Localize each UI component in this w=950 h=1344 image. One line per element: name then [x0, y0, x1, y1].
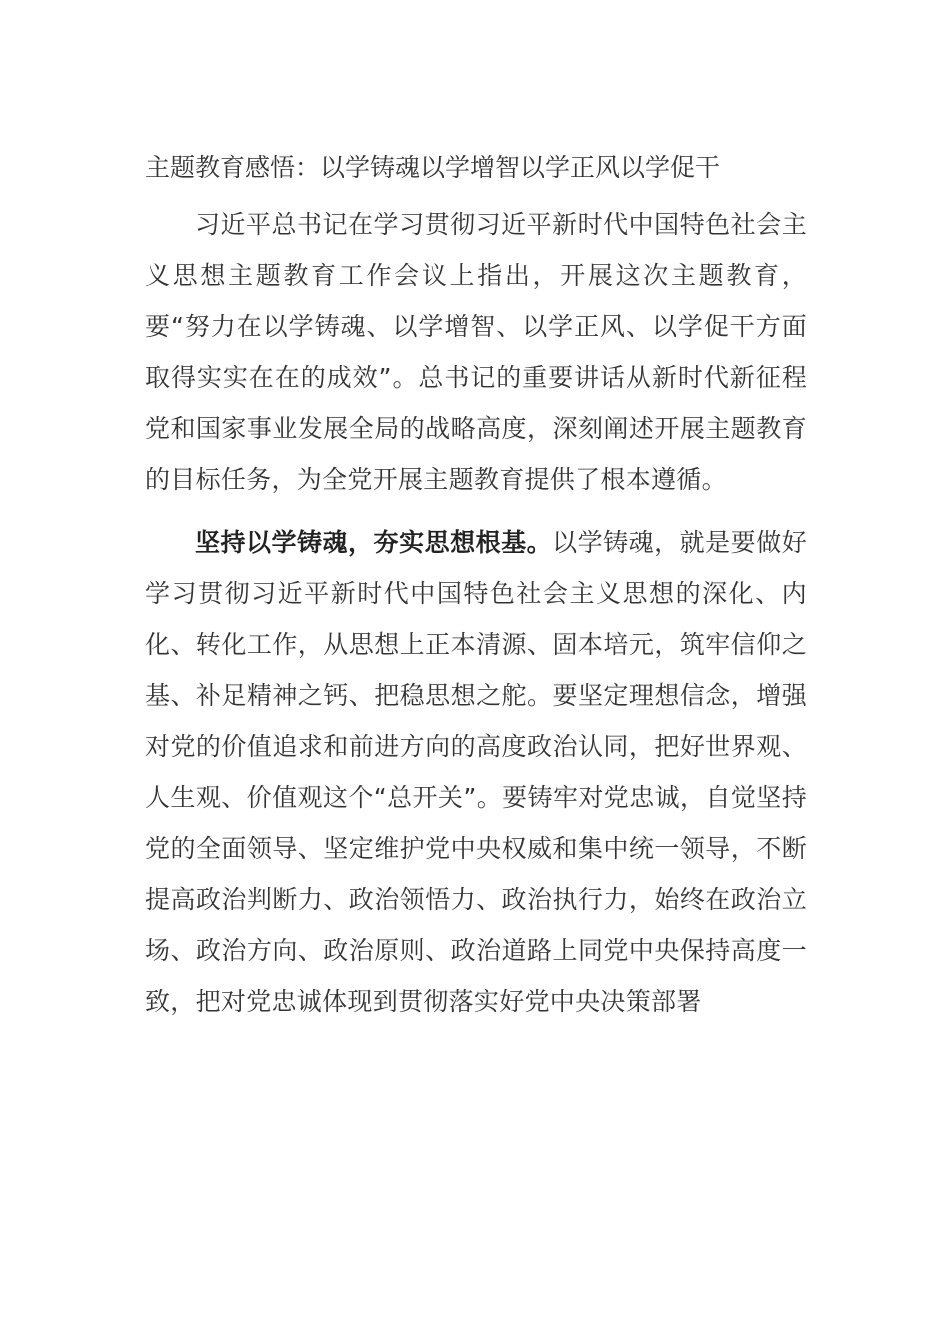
- paragraph-lead-heading: 坚持以学铸魂，夯实思想根基。: [195, 528, 553, 557]
- paragraph-intro: [145, 199, 807, 505]
- document-title: 主题教育感悟：以学铸魂以学增智以学正风以学促干: [145, 153, 721, 182]
- paragraph-study-soul: [145, 517, 807, 1027]
- paragraph-study-soul-text: 以学铸魂，就是要做好学习贯彻习近平新时代中国特色社会主义思想的深化、内化、转化工作，从思想上正本清源、固本培元，筑牢信仰之基、补足精神之钙、把稳思想之舵。要坚定理想信念，增强对党的价值追求和前进方向的高度政治认同，把好世界观、人生观、价值观这个“总开关”。要铸牢对党忠诚，自觉坚持党的全面领导、坚定维护党中央权威和集中统一领导，不断提高政治判断力、政治领悟力、政治执行力，始终在政治立场、政治方向、政治原则、政治道路上同党中央保持高度一致，把对党忠诚体现到贯彻落实好党中央决策部署: [145, 528, 807, 1016]
- document-body: [145, 148, 807, 1027]
- paragraph-intro-text: 习近平总书记在学习贯彻习近平新时代中国特色社会主义思想主题教育工作会议上指出，开展这次主题教育，要“努力在以学铸魂、以学增智、以学正风、以学促干方面取得实实在在的成效”。总书记的重要讲话从新时代新征程党和国家事业发展全局的战略高度，深刻阐述开展主题教育的目标任务，为全党开展主题教育提供了根本遵循。: [145, 210, 807, 494]
